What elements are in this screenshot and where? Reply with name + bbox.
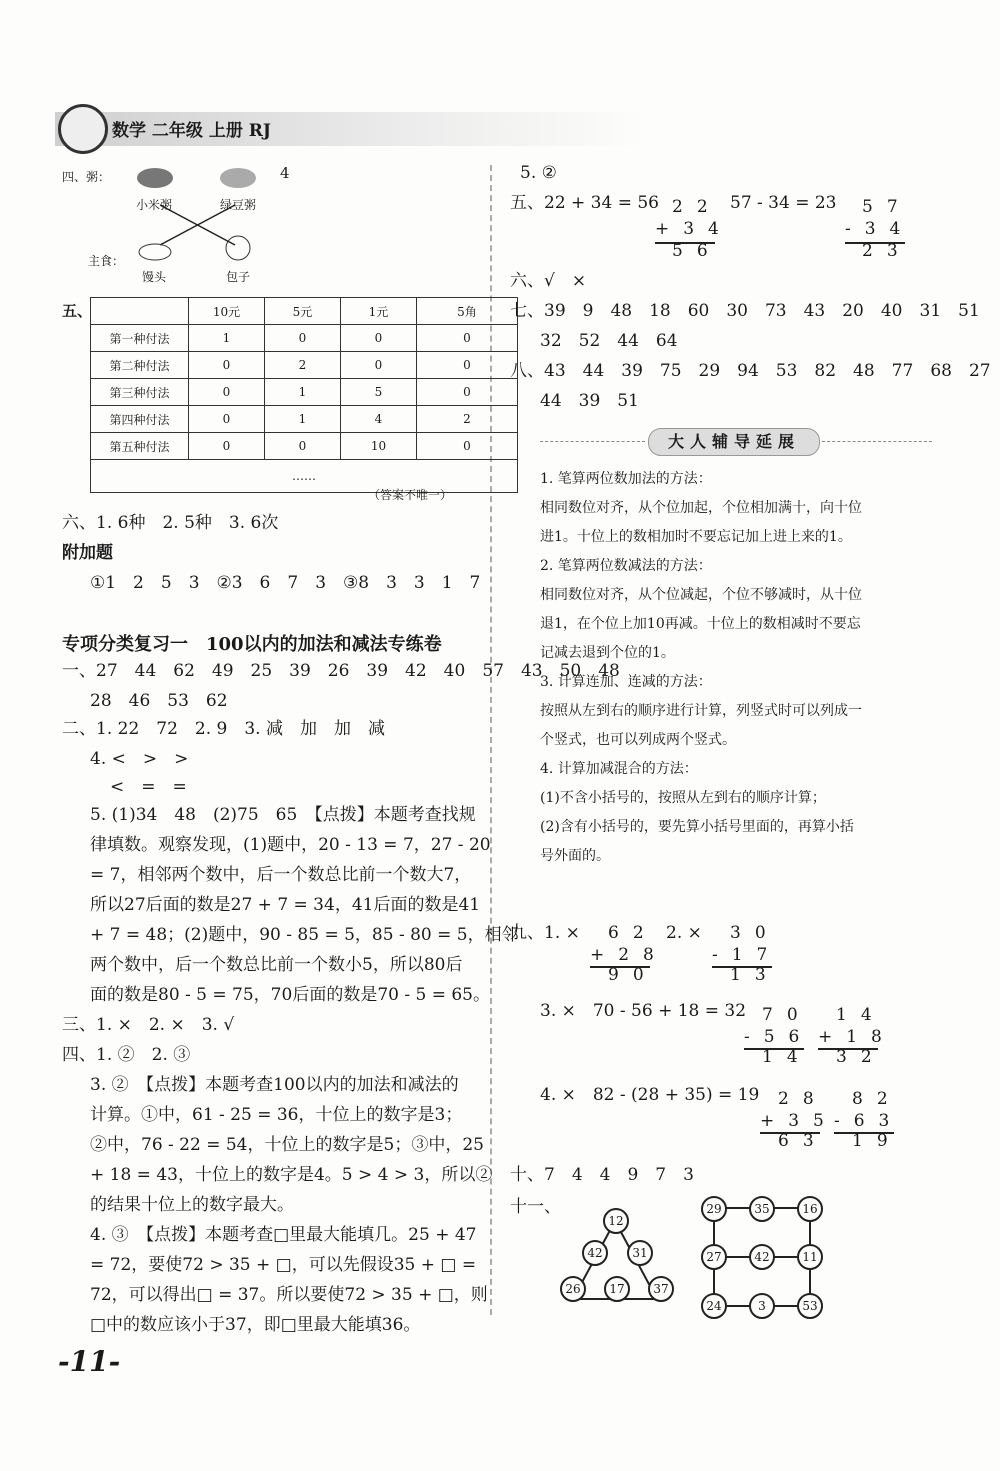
calc-digits: 28 (778, 1089, 828, 1109)
square-node: 16 (797, 1196, 823, 1222)
tip-line: 按照从左到右的顺序进行计算，列竖式时可以列成一 (540, 703, 862, 719)
r-answer-7b: 32 52 44 64 (540, 331, 678, 351)
answer-4-4-line: 72，可以得出□ = 37。所以要使72 > 35 + □，则 (90, 1285, 488, 1305)
answer-2-5-line: 面的数是80 - 5 = 75，70后面的数是70 - 5 = 65。 (90, 985, 490, 1005)
table-row: 第二种付法 0 2 0 0 (91, 352, 518, 379)
answer-4-3-line: ②中，76 - 22 = 54，十位上的数字是5；③中，25 (90, 1135, 484, 1155)
answer-4-4-line: □中的数应该小于37，即□里最大能填36。 (90, 1315, 421, 1335)
tip-line: 进1。十位上的数相加时不要忘记加上进上来的1。 (540, 529, 852, 545)
table-cell: 5元 (265, 298, 341, 325)
tip-line: 3. 计算连加、连减的方法： (540, 674, 712, 690)
answer-2: 二、1. 22 72 2. 9 3. 减 加 加 减 (62, 719, 385, 739)
calc-digits: -17 (712, 945, 782, 965)
bonus-answers: ①1 2 5 3 ②3 6 7 3 ③8 3 3 1 7 (90, 573, 481, 593)
table-row: 第一种付法 1 0 0 0 (91, 325, 518, 352)
square-node: 24 (701, 1293, 727, 1319)
answer-3: 三、1. × 2. × 3. √ (62, 1015, 235, 1035)
tip-line: 2. 笔算两位数减法的方法： (540, 558, 712, 574)
bonus-title: 附加题 (62, 543, 113, 563)
answer-2-4b: < = = (110, 777, 187, 797)
tip-line: 4. 计算加减混合的方法： (540, 761, 698, 777)
square-node: 35 (749, 1196, 775, 1222)
calc-digits: 14 (836, 1005, 886, 1025)
tip-line: (2)含有小括号的，要先算小括号里面的，再算小括 (540, 819, 854, 835)
tip-line: 记减去退到个位的1。 (540, 645, 675, 661)
food-millet: 小米粥 (136, 198, 173, 212)
table-row: …… (91, 460, 518, 493)
calc-digits: 62 (608, 923, 658, 943)
mantou-icon (139, 244, 171, 260)
calc-digits: 70 (762, 1005, 812, 1025)
tip-line: 退1，在个位上加10再减。十位上的数相减时不要忘 (540, 616, 861, 632)
answer-2-5-line: 两个数中，后一个数总比前一个数小5，所以80后 (90, 955, 463, 975)
answer-4-4-line: = 72，要使72 > 35 + □，可以先假设35 + □ = (90, 1255, 477, 1275)
calc-digits: -34 (845, 219, 915, 239)
answer-4-3-line: 计算。①中，61 - 25 = 36，十位上的数字是3； (90, 1105, 463, 1125)
r-answer-9-4: 4. × 82 - (28 + 35) = 19 (540, 1085, 760, 1105)
answer-4-3-line: 的结果十位上的数字最大。 (90, 1195, 294, 1215)
calc-digits: +34 (655, 219, 733, 239)
table-header-row (91, 298, 518, 325)
tip-line: 1. 笔算两位数加法的方法： (540, 471, 712, 487)
bowl-millet-icon (137, 168, 173, 188)
table-cell: 1元 (341, 298, 417, 325)
tips-banner: 大人辅导延展 (648, 428, 820, 456)
porridge-diagram (110, 160, 290, 280)
r-answer-6: 六、√ × (510, 271, 587, 291)
r-answer-9-2: 2. × (666, 923, 702, 943)
tip-line: (1)不含小括号的，按照从左到右的顺序计算； (540, 790, 826, 806)
calc-digits: +18 (818, 1027, 896, 1047)
r-answer-10: 十、7 4 4 9 7 3 (510, 1165, 694, 1185)
answer-2-5-line: + 7 = 48；(2)题中，90 - 85 = 5，85 - 80 = 5，相邻 (90, 925, 519, 945)
r-answer-7a: 七、39 9 48 18 60 30 73 43 20 40 31 51 (510, 301, 980, 321)
sec5-label: 五、 (62, 302, 93, 320)
tip-line: 号外面的。 (540, 848, 610, 864)
calc-digits: 32 (836, 1047, 886, 1067)
calc-digits: 19 (852, 1131, 902, 1151)
square-node: 27 (701, 1244, 727, 1270)
header-title: 数学 二年级 上册 RJ (112, 121, 271, 141)
r-answer-5b: 五、22 + 34 = 56 (510, 193, 659, 213)
answer-2-5-line: 所以27后面的数是27 + 7 = 34，41后面的数是41 (90, 895, 481, 915)
calc-digits: 90 (608, 965, 658, 985)
baozi-icon (226, 236, 250, 260)
calc-digits: 63 (778, 1131, 828, 1151)
sec4-label: 四、粥： (62, 170, 111, 184)
answer-4: 四、1. ② 2. ③ (62, 1045, 191, 1065)
table-row: 第四种付法 0 1 4 2 (91, 406, 518, 433)
calc-digits: 22 (672, 197, 722, 217)
answer-4-3-line: + 18 = 43，十位上的数字是4。5 > 4 > 3，所以② (90, 1165, 493, 1185)
calc-digits: +28 (590, 945, 668, 965)
r-answer-5c: 57 - 34 = 23 (730, 193, 837, 213)
table-note: （答案不唯一） (368, 488, 453, 502)
calc-digits: -56 (744, 1027, 814, 1047)
calc-digits: 30 (730, 923, 780, 943)
triangle-node: 42 (582, 1240, 608, 1266)
calc-digits: 57 (862, 197, 912, 217)
answer-2-4a: 4. < > > (90, 749, 189, 769)
answer-2-5-line: 律填数。观察发现，(1)题中，20 - 13 = 7，27 - 20 (90, 835, 491, 855)
answer-4-3-line: 3. ② 【点拨】本题考查100以内的加法和减法的 (90, 1075, 459, 1095)
answer-4-4-line: 4. ③ 【点拨】本题考查□里最大能填几。25 + 47 (90, 1225, 477, 1245)
tip-line: 相同数位对齐，从个位加起，个位相加满十，向十位 (540, 500, 862, 516)
calc-digits: -63 (834, 1111, 904, 1131)
triangle-node: 26 (560, 1276, 586, 1302)
tip-line: 个竖式，也可以列成两个竖式。 (540, 732, 736, 748)
banner-rule-left (540, 441, 645, 442)
table-cell: 5角 (417, 298, 518, 325)
r-answer-5: 5. ② (520, 163, 557, 183)
answer-2-5-line: 5. (1)34 48 (2)75 65 【点拨】本题考查找规 (90, 805, 476, 825)
table-row: 第三种付法 0 1 5 0 (91, 379, 518, 406)
calc-digits: +35 (760, 1111, 838, 1131)
triangle-node: 12 (603, 1208, 629, 1234)
square-node: 29 (701, 1196, 727, 1222)
banner-rule-right (822, 441, 932, 442)
brand-logo-icon (58, 104, 108, 154)
bowl-mungbean-icon (220, 168, 256, 188)
square-node: 53 (797, 1293, 823, 1319)
table-cell (91, 298, 189, 325)
page-number: -11- (58, 1345, 121, 1378)
main-food-label: 主食： (88, 254, 125, 268)
calc-digits: 56 (672, 241, 722, 261)
r-answer-9-3: 3. × 70 - 56 + 18 = 32 (540, 1001, 747, 1021)
payment-table (90, 297, 518, 493)
table-cell: 10元 (189, 298, 265, 325)
review-title: 专项分类复习一 100以内的加法和减法专练卷 (62, 634, 442, 655)
r-answer-9-1: 九、1. × (510, 923, 580, 943)
answer-6: 六、1. 6种 2. 5种 3. 6次 (62, 513, 279, 533)
triangle-node: 17 (604, 1276, 630, 1302)
r-answer-8a: 八、43 44 39 75 29 94 53 82 48 77 68 27 (510, 361, 991, 381)
square-node: 11 (797, 1244, 823, 1270)
r-answer-11: 十一、 (510, 1197, 561, 1217)
answer-1b: 28 46 53 62 (90, 691, 228, 711)
tip-line: 相同数位对齐，从个位减起，个位不够减时，从十位 (540, 587, 862, 603)
triangle-node: 31 (627, 1240, 653, 1266)
answer-1a: 一、27 44 62 49 25 39 26 39 42 40 57 43 50 48 (62, 661, 620, 681)
square-node: 3 (749, 1293, 775, 1319)
calc-digits: 14 (762, 1047, 812, 1067)
food-mungbean: 绿豆粥 (220, 198, 257, 212)
sec4-extra: 4 (280, 164, 290, 182)
square-node: 42 (749, 1244, 775, 1270)
answer-2-5-line: = 7，相邻两个数中，后一个数总比前一个数大7， (90, 865, 472, 885)
tips-block (540, 465, 940, 871)
triangle-node: 37 (648, 1276, 674, 1302)
calc-digits: 82 (852, 1089, 902, 1109)
calc-digits: 13 (730, 965, 780, 985)
table-row: 第五种付法 0 0 10 0 (91, 433, 518, 460)
food-baozi: 包子 (226, 270, 251, 284)
calc-digits: 23 (862, 241, 912, 261)
r-answer-8b: 44 39 51 (540, 391, 639, 411)
food-mantou: 馒头 (142, 270, 167, 284)
